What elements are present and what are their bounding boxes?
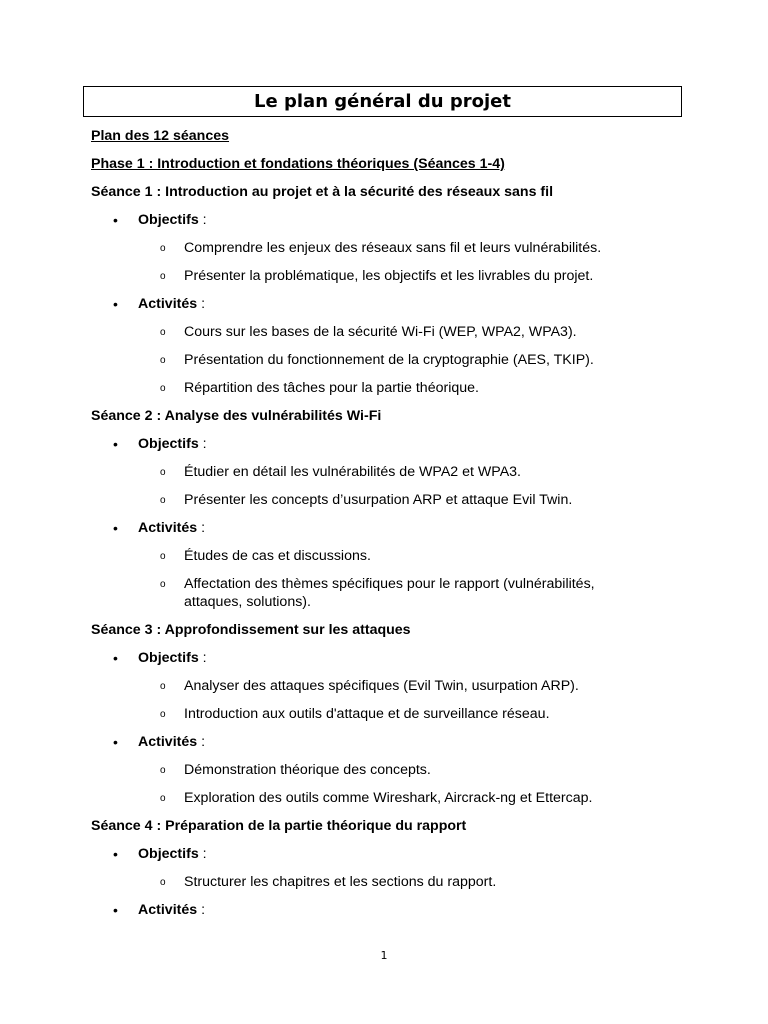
circle-bullet-icon: o xyxy=(160,467,166,478)
list-item-text: Présenter la problématique, les objectifs et les livrables du projet. xyxy=(184,268,594,284)
label-suffix: : xyxy=(197,902,206,918)
label-objectifs: Objectifs xyxy=(138,650,199,666)
list-item xyxy=(91,267,691,295)
bullet-icon: • xyxy=(113,734,118,750)
label-suffix: : xyxy=(198,650,207,666)
page-title: Le plan général du projet xyxy=(83,86,682,117)
list-item xyxy=(91,379,691,407)
bullet-icon: • xyxy=(113,902,118,918)
label-objectifs: Objectifs xyxy=(138,846,199,862)
list-item xyxy=(91,873,691,901)
seance-heading: Séance 3 : Approfondissement sur les attaques xyxy=(91,622,411,638)
section-label-activites xyxy=(91,901,691,929)
circle-bullet-icon: o xyxy=(160,551,166,562)
label-suffix: : xyxy=(198,212,207,228)
bullet-icon: • xyxy=(113,650,118,666)
circle-bullet-icon: o xyxy=(160,793,166,804)
section-label-activites xyxy=(91,733,691,761)
list-item xyxy=(91,463,691,491)
section-label-activites xyxy=(91,295,691,323)
list-item xyxy=(91,547,691,575)
circle-bullet-icon: o xyxy=(160,355,166,366)
bullet-icon: • xyxy=(113,436,118,452)
seance-heading: Séance 2 : Analyse des vulnérabilités Wi-Fi xyxy=(91,408,382,424)
page-number: 1 xyxy=(380,949,388,962)
seance-heading: Séance 4 : Préparation de la partie théorique du rapport xyxy=(91,818,467,834)
circle-bullet-icon: o xyxy=(160,681,166,692)
list-item-text: Étudier en détail les vulnérabilités de WPA2 et WPA3. xyxy=(184,464,521,480)
list-item xyxy=(91,491,691,519)
bullet-icon: • xyxy=(113,212,118,228)
list-item-text: Introduction aux outils d'attaque et de surveillance réseau. xyxy=(184,706,550,722)
label-suffix: : xyxy=(197,734,206,750)
label-activites: Activités xyxy=(138,520,198,536)
section-label-objectifs xyxy=(91,845,691,873)
seance-heading: Séance 1 : Introduction au projet et à la sécurité des réseaux sans fil xyxy=(91,184,554,200)
list-item-text: Présentation du fonctionnement de la cryptographie (AES, TKIP). xyxy=(184,352,594,368)
circle-bullet-icon: o xyxy=(160,877,166,888)
list-item-text: Répartition des tâches pour la partie théorique. xyxy=(184,380,479,396)
list-item-text: Affectation des thèmes spécifiques pour le rapport (vulnérabilités, attaques, solutions). xyxy=(184,576,595,610)
section-label-objectifs xyxy=(91,211,691,239)
circle-bullet-icon: o xyxy=(160,495,166,506)
list-item-text: Exploration des outils comme Wireshark, Aircrack-ng et Ettercap. xyxy=(184,790,593,806)
list-item xyxy=(91,575,691,621)
circle-bullet-icon: o xyxy=(160,383,166,394)
list-item xyxy=(91,239,691,267)
list-item-text: Cours sur les bases de la sécurité Wi-Fi (WEP, WPA2, WPA3). xyxy=(184,324,577,340)
circle-bullet-icon: o xyxy=(160,327,166,338)
list-item xyxy=(91,323,691,351)
circle-bullet-icon: o xyxy=(160,765,166,776)
bullet-icon: • xyxy=(113,846,118,862)
list-item xyxy=(91,351,691,379)
label-objectifs: Objectifs xyxy=(138,212,199,228)
list-item xyxy=(91,705,691,733)
list-item-text: Démonstration théorique des concepts. xyxy=(184,762,431,778)
label-activites: Activités xyxy=(138,902,198,918)
plan-heading: Plan des 12 séances xyxy=(91,128,230,144)
circle-bullet-icon: o xyxy=(160,709,166,720)
label-suffix: : xyxy=(197,296,206,312)
document-body xyxy=(91,127,691,929)
list-item xyxy=(91,789,691,817)
section-label-objectifs xyxy=(91,435,691,463)
list-item-text: Études de cas et discussions. xyxy=(184,548,371,564)
phase-heading: Phase 1 : Introduction et fondations théoriques (Séances 1-4) xyxy=(91,156,505,172)
bullet-icon: • xyxy=(113,296,118,312)
section-label-activites xyxy=(91,519,691,547)
list-item-text: Présenter les concepts d’usurpation ARP et attaque Evil Twin. xyxy=(184,492,573,508)
list-item-text: Comprendre les enjeux des réseaux sans fil et leurs vulnérabilités. xyxy=(184,240,602,256)
circle-bullet-icon: o xyxy=(160,243,166,254)
label-suffix: : xyxy=(197,520,206,536)
list-item-text: Analyser des attaques spécifiques (Evil Twin, usurpation ARP). xyxy=(184,678,579,694)
section-label-objectifs xyxy=(91,649,691,677)
circle-bullet-icon: o xyxy=(160,271,166,282)
label-activites: Activités xyxy=(138,734,198,750)
label-objectifs: Objectifs xyxy=(138,436,199,452)
list-item-text: Structurer les chapitres et les sections du rapport. xyxy=(184,874,497,890)
label-activites: Activités xyxy=(138,296,198,312)
label-suffix: : xyxy=(198,846,207,862)
list-item xyxy=(91,677,691,705)
list-item xyxy=(91,761,691,789)
label-suffix: : xyxy=(198,436,207,452)
circle-bullet-icon: o xyxy=(160,579,166,590)
bullet-icon: • xyxy=(113,520,118,536)
